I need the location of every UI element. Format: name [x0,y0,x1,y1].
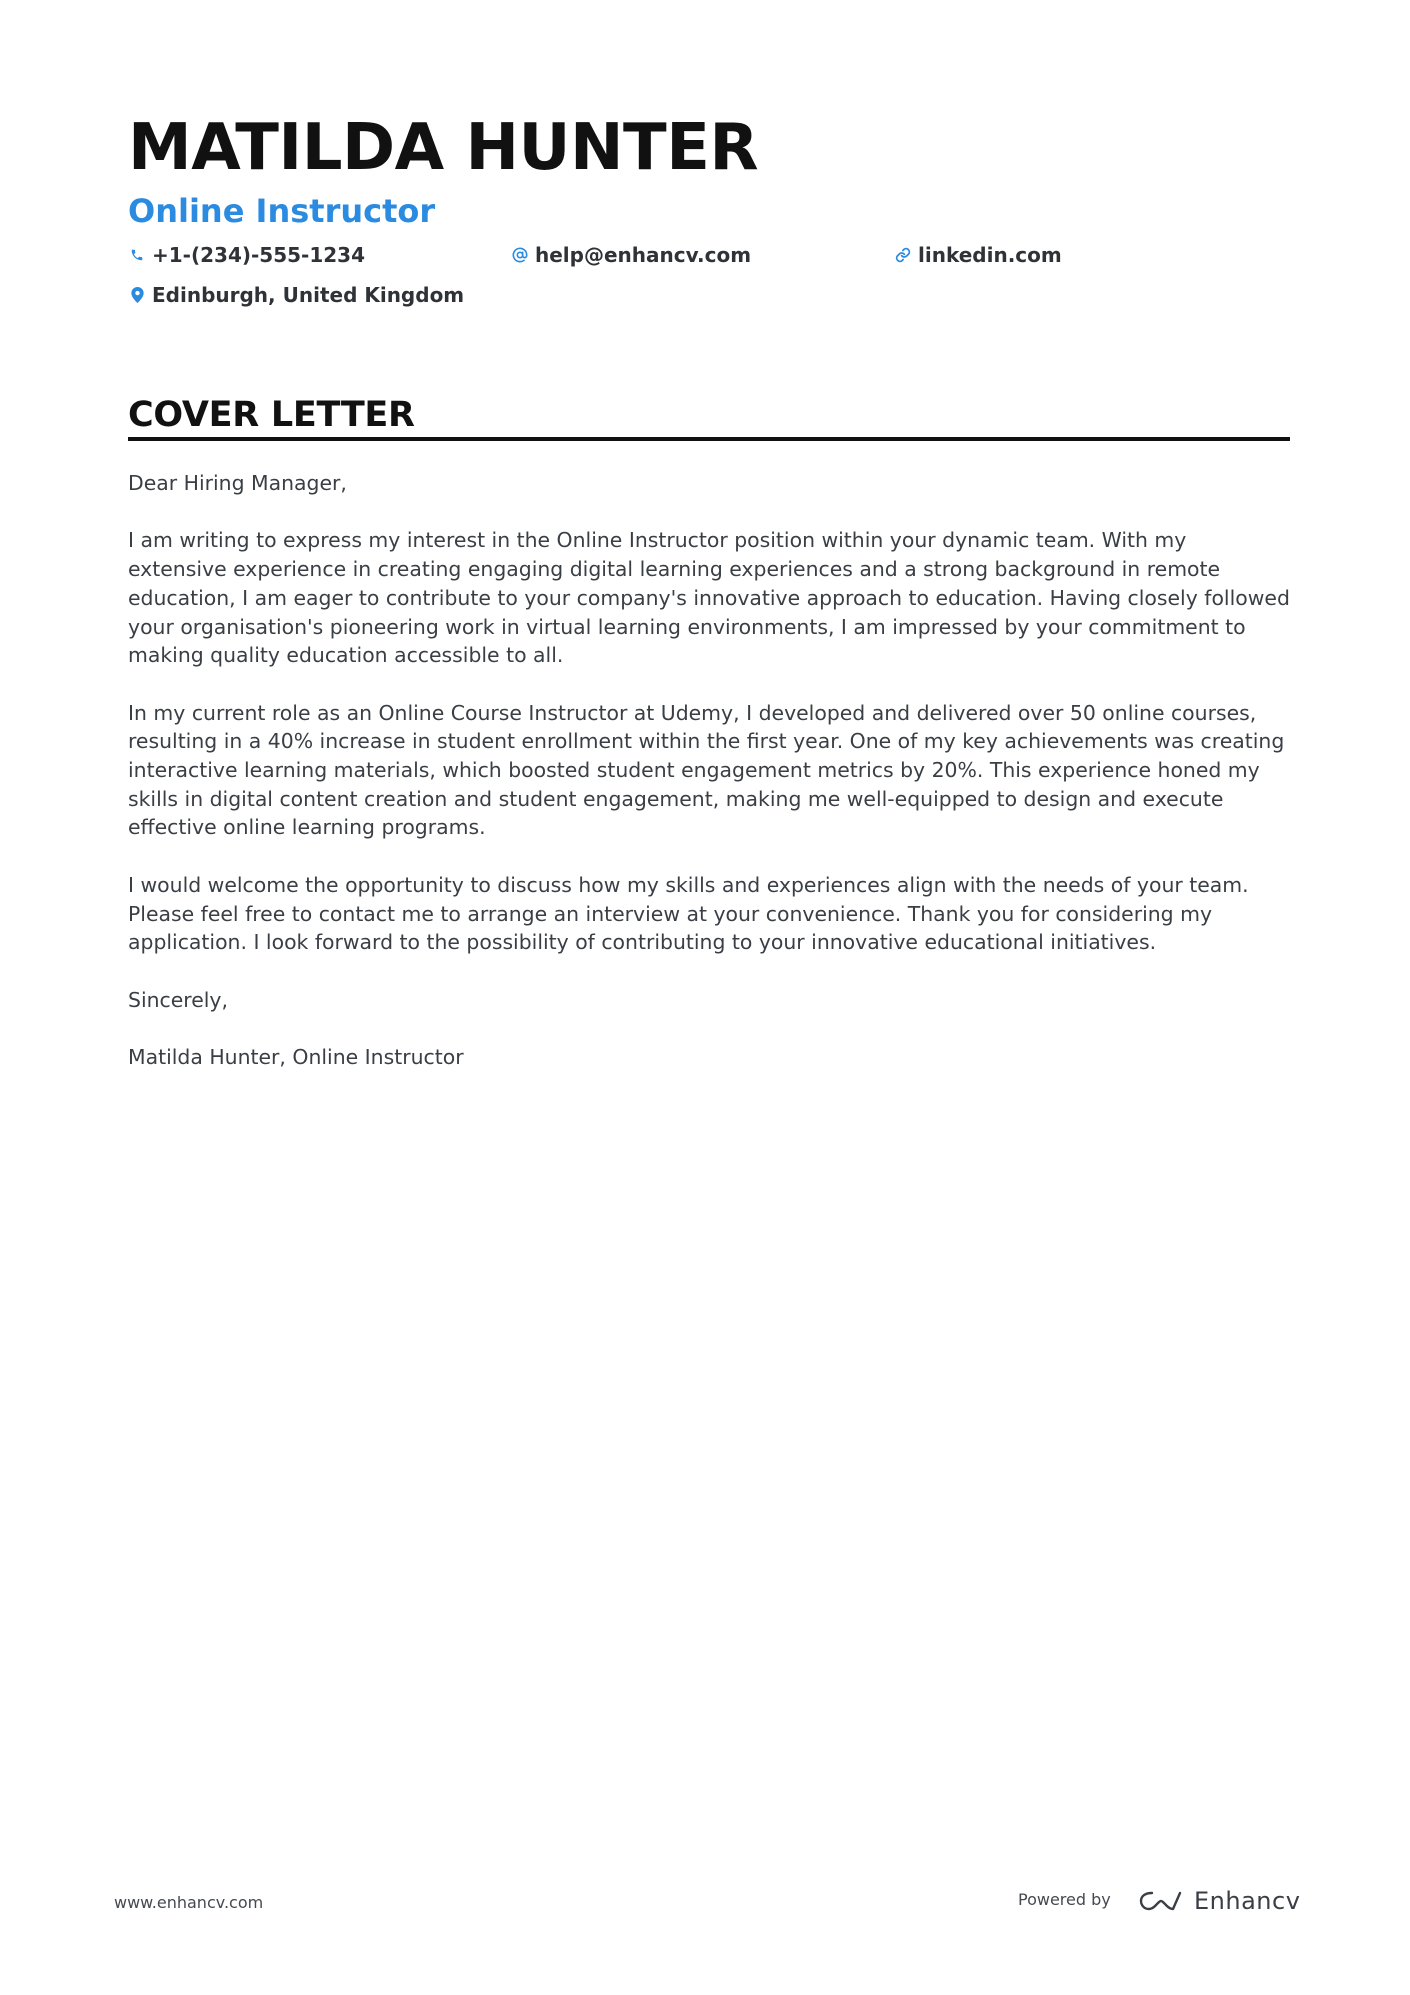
contact-link [894,241,1062,269]
at-sign-icon [511,246,529,264]
contact-phone [128,241,365,269]
letter-paragraph: I would welcome the opportunity to discuss how my skills and experiences align with the needs of your team. Please feel free to contact me to arrange an interview at your convenience. Thank you for considering my application. I look forward to the possibility of contributing to your innovative educational initiatives. [128,872,1249,955]
enhancv-logo-icon [1138,1889,1184,1913]
candidate-name: MATILDA HUNTER [128,111,759,185]
link-icon [894,246,912,264]
letter-signature: Matilda Hunter, Online Instructor [128,1044,464,1069]
contact-location-text: Edinburgh, United Kingdom [152,283,465,307]
contact-email [511,241,751,269]
job-title: Online Instructor [128,192,436,230]
letter-closing: Sincerely, [128,987,228,1012]
footer-powered-by: Powered by [1018,1890,1111,1909]
section-divider [128,437,1290,441]
letter-paragraph: I am writing to express my interest in the Online Instructor position within your dynamic team. With my extensive experience in creating engaging digital learning experiences and a strong background in remote education, I am eager to contribute to your company's innovative approach to education. Having closely followed your organisation's pioneering work in virtual learning environments, I am impressed by your commitment to making quality education accessible to all. [128,528,1290,668]
footer-url[interactable]: www.enhancv.com [114,1893,264,1912]
phone-icon [128,246,146,264]
section-title: COVER LETTER [128,395,415,435]
contact-location [128,281,464,309]
letter-salutation: Dear Hiring Manager, [128,471,347,495]
contact-link-text: linkedin.com [918,243,1062,267]
letter-paragraph: In my current role as an Online Course Instructor at Udemy, I developed and delivered over 50 online courses, resulting in a 40% increase in student enrollment within the first year. One of my key achievements was creating interactive learning materials, which boosted student engagement metrics by 20%. This experience honed my skills in digital content creation and student engagement, making me well-equipped to design and execute effective online learning programs. [128,700,1285,840]
footer-brand-name: Enhancv [1194,1887,1301,1915]
contact-email-text: help@enhancv.com [535,243,752,267]
map-pin-icon [128,286,146,304]
letter-body [128,469,1290,1100]
footer-brand [1138,1879,1300,1923]
contact-phone-text: +1-(234)-555-1234 [152,243,366,267]
